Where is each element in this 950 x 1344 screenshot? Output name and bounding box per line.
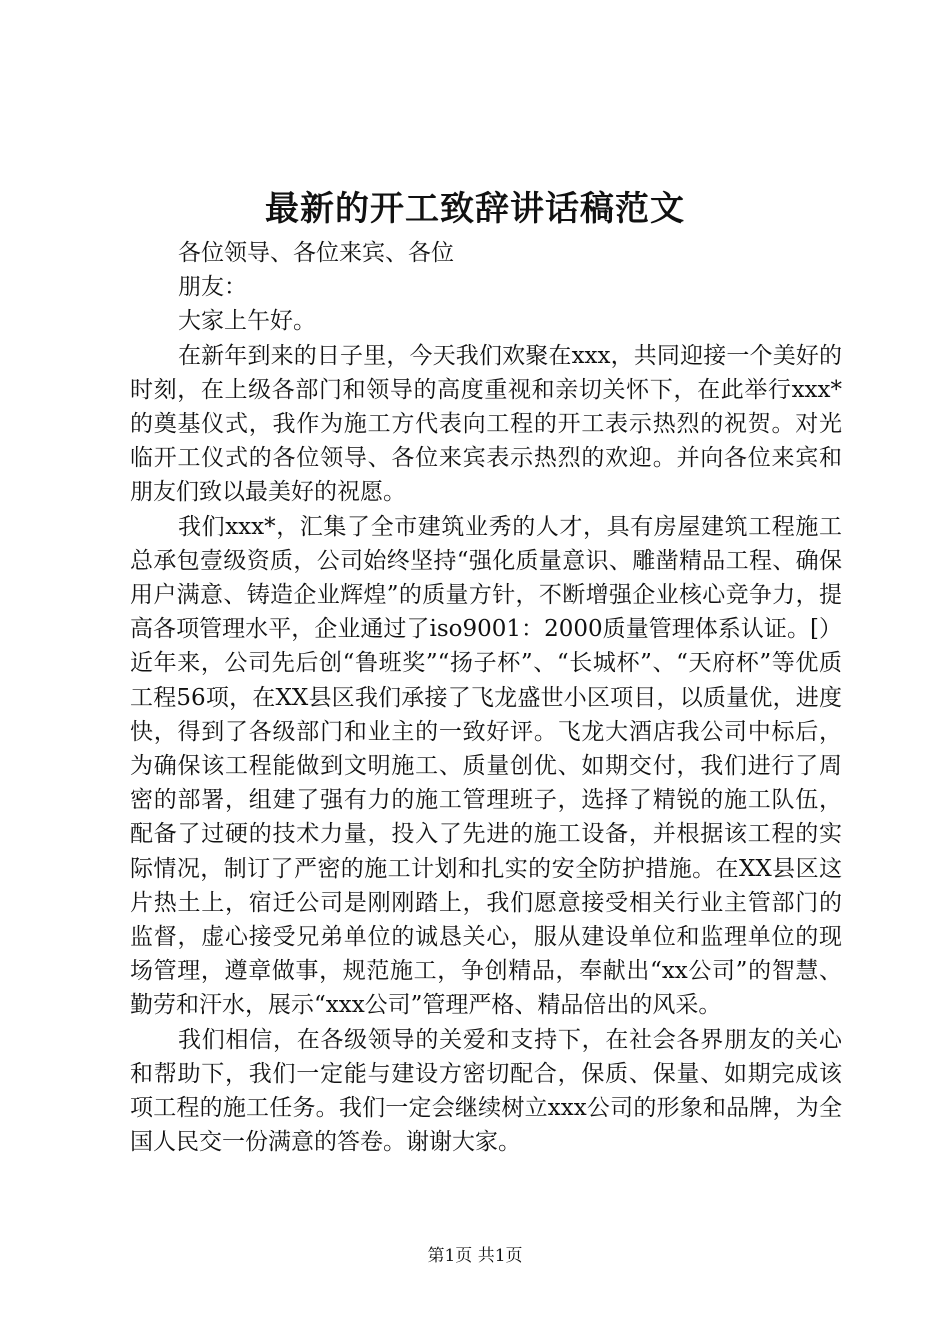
paragraph-closing: 我们相信，在各级领导的关爱和支持下，在社会各界朋友的关心和帮助下，我们一定能与建设方密切配合，保质、保量、如期完成该项工程的施工任务。我们一定会继续树立xxx公司的形象和品牌，为全国人民交一份满意的答卷。谢谢大家。 [130, 1026, 842, 1156]
paragraph-opening: 在新年到来的日子里，今天我们欢聚在xxx，共同迎接一个美好的时刻，在上级各部门和领导的高度重视和亲切关怀下，在此举行xxx*的奠基仪式，我作为施工方代表向工程的开工表示热烈的祝贺。对光临开工仪式的各位领导、各位来宾表示热烈的欢迎。并向各位来宾和朋友们致以最美好的祝愿。 [130, 342, 842, 506]
document-body [130, 236, 842, 1159]
salutation-line-1: 各位领导、各位来宾、各位 [178, 240, 454, 266]
paragraph-company: 我们xxx*，汇集了全市建筑业秀的人才，具有房屋建筑工程施工总承包壹级资质，公司始终坚持“强化质量意识、雕凿精品工程、确保用户满意、铸造企业辉煌”的质量方针，不断增强企业核心竞争力，提高各项管理水平，企业通过了iso9001：2000质量管理体系认证。[）近年来，公司先后创“鲁班奖”“扬子杯”、“长城杯”、“天府杯”等优质工程56项，在XX县区我们承接了飞龙盛世小区项目，以质量优，进度快，得到了各级部门和业主的一致好评。飞龙大酒店我公司中标后，为确保该工程能做到文明施工、质量创优、如期交付，我们进行了周密的部署，组建了强有力的施工管理班子，选择了精锐的施工队伍，配备了过硬的技术力量，投入了先进的施工设备，并根据该工程的实际情况，制订了严密的施工计划和扎实的安全防护措施。在XX县区这片热土上，宿迁公司是刚刚踏上，我们愿意接受相关行业主管部门的监督，虚心接受兄弟单位的诚恳关心，服从建设单位和监理单位的现场管理，遵章做事，规范施工，争创精品，奉献出“xx公司”的智慧、勤劳和汗水，展示“xxx公司”管理严格、精品倍出的风采。 [130, 513, 842, 1019]
greeting: 大家上午好。 [178, 308, 316, 335]
document-title: 最新的开工致辞讲话稿范文 [265, 189, 685, 229]
salutation-line-2: 朋友： [178, 274, 247, 301]
page-footer: 第1页 共1页 [427, 1246, 523, 1266]
